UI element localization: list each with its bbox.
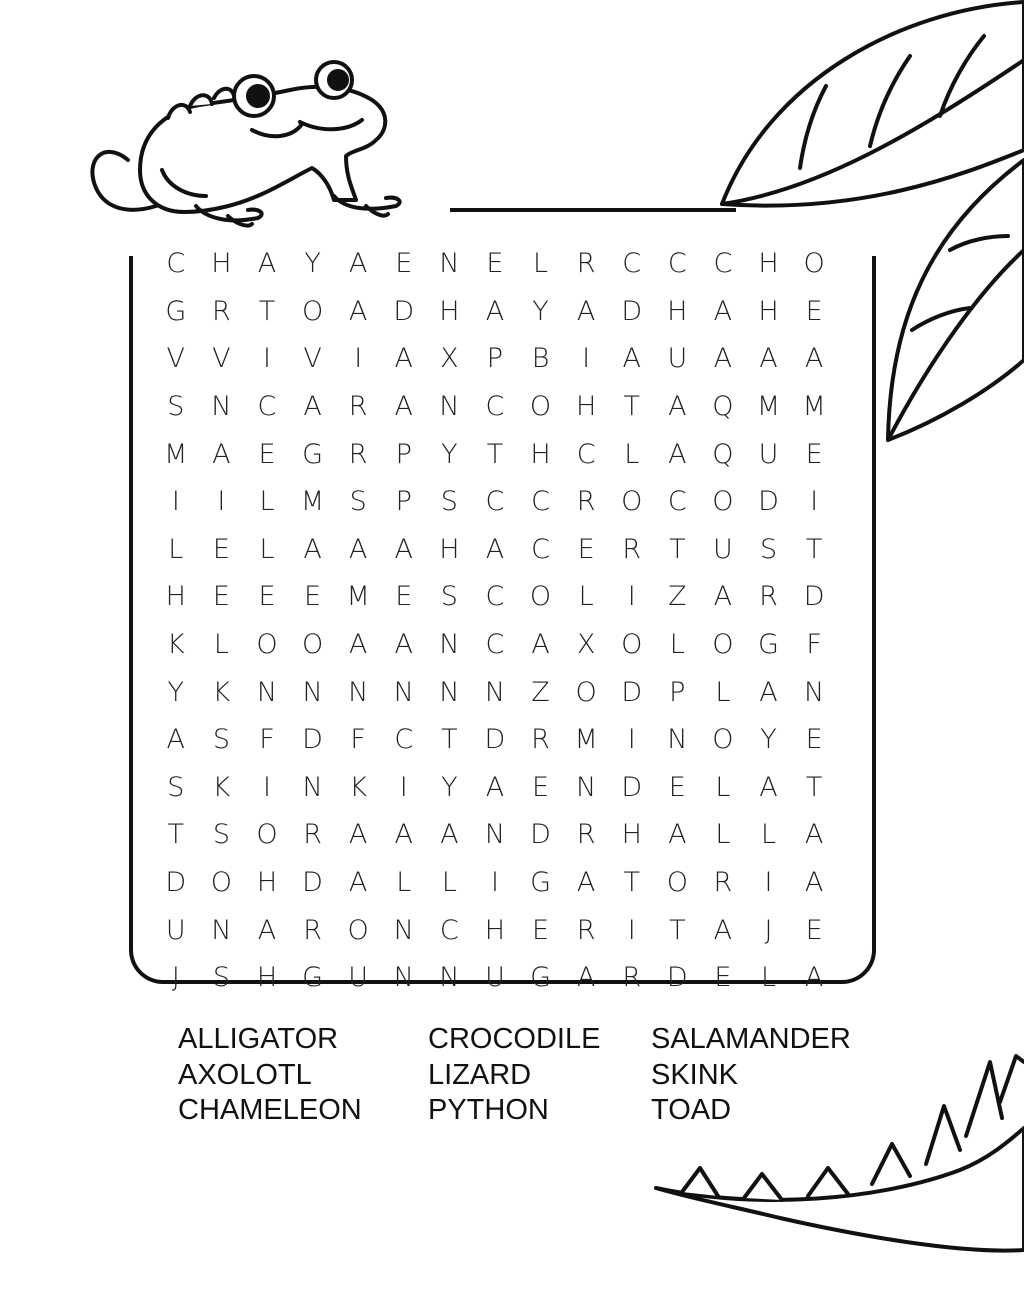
grid-letter: A: [759, 676, 778, 708]
grid-letter: L: [533, 248, 549, 280]
grid-letter: L: [624, 438, 640, 470]
grid-letter: S: [212, 962, 230, 994]
grid-letter: L: [578, 581, 594, 613]
grid-letter: K: [212, 771, 231, 803]
grid-letter: M: [300, 486, 325, 518]
grid-letter: A: [485, 295, 505, 327]
grid-letter: N: [439, 962, 460, 994]
grid-letter: U: [485, 962, 505, 994]
grid-letter: A: [804, 962, 824, 994]
grid-letter: L: [669, 629, 685, 661]
grid-letter: S: [349, 486, 367, 518]
grid-letter: E: [304, 581, 322, 613]
grid-letter: G: [165, 295, 187, 327]
name-blank-line: [450, 208, 736, 212]
grid-letter: N: [484, 819, 506, 851]
grid-letter: I: [263, 343, 271, 375]
grid-letter: O: [712, 629, 734, 661]
word-bank-item: LIZARD: [428, 1058, 532, 1091]
grid-letter: C: [531, 533, 550, 565]
grid-letter: A: [257, 914, 277, 946]
grid-letter: O: [256, 819, 278, 851]
grid-letter: H: [758, 248, 779, 280]
grid-letter: A: [394, 819, 413, 851]
grid-letter: L: [213, 629, 229, 661]
grid-letter: C: [576, 438, 596, 470]
grid-letter: M: [802, 391, 826, 423]
grid-letter: G: [758, 629, 779, 661]
grid-letter: A: [759, 343, 778, 375]
grid-letter: H: [165, 581, 186, 613]
grid-letter: E: [805, 724, 823, 756]
word-bank-item: CHAMELEON: [178, 1094, 362, 1126]
grid-letter: T: [623, 867, 640, 899]
grid-letter: I: [627, 724, 636, 756]
grid-letter: I: [399, 771, 408, 803]
grid-letter: V: [303, 343, 322, 375]
word-bank-item: SALAMANDER: [651, 1023, 851, 1055]
grid-letter: A: [348, 819, 368, 851]
grid-letter: H: [621, 819, 642, 851]
grid-letter: O: [803, 248, 825, 280]
word-bank-item: ALLIGATOR: [178, 1023, 339, 1055]
grid-letter: R: [622, 962, 642, 994]
grid-letter: D: [621, 676, 643, 708]
grid-letter: B: [531, 343, 550, 375]
grid-letter: V: [166, 343, 186, 375]
grid-letter: E: [577, 533, 595, 565]
grid-letter: V: [212, 343, 231, 375]
grid-letter: R: [348, 391, 368, 423]
grid-letter: E: [532, 771, 550, 803]
grid-letter: T: [167, 819, 185, 851]
grid-letter: E: [668, 771, 686, 803]
grid-letter: I: [764, 867, 773, 899]
grid-letter: O: [712, 724, 734, 756]
grid-letter: N: [439, 629, 460, 661]
grid-letter: Q: [712, 391, 734, 423]
grid-letter: C: [667, 486, 687, 518]
grid-letter: E: [805, 914, 823, 946]
grid-letter: T: [258, 295, 276, 327]
grid-letter: I: [490, 867, 499, 899]
grid-letter: K: [212, 676, 231, 708]
grid-letter: E: [486, 248, 504, 280]
grid-letter: N: [393, 914, 414, 946]
grid-letter: R: [531, 724, 550, 756]
grid-letter: O: [621, 629, 643, 661]
grid-letter: C: [485, 581, 505, 613]
grid-letter: E: [258, 581, 276, 613]
grid-letter: R: [622, 533, 642, 565]
grid-letter: A: [257, 248, 277, 280]
grid-letter: M: [574, 724, 598, 756]
grid-letter: N: [211, 914, 232, 946]
grid-letter: H: [484, 914, 506, 946]
grid-letter: N: [302, 676, 323, 708]
grid-letter: I: [810, 486, 819, 518]
grid-letter: R: [713, 867, 733, 899]
grid-letter: A: [303, 533, 322, 565]
grid-letter: N: [393, 676, 414, 708]
grid-letter: D: [621, 771, 643, 803]
word-bank-item: TOAD: [651, 1094, 732, 1126]
grid-letter: C: [667, 248, 687, 280]
grid-letter: I: [627, 581, 636, 613]
grid-letter: O: [529, 391, 552, 423]
grid-letter: D: [165, 867, 187, 899]
grid-letter: A: [348, 629, 368, 661]
grid-letter: M: [346, 581, 370, 613]
grid-letter: G: [530, 962, 552, 994]
grid-letter: N: [348, 676, 369, 708]
grid-letter: A: [394, 533, 413, 565]
grid-letter: H: [758, 295, 779, 327]
grid-letter: A: [303, 391, 322, 423]
grid-letter: A: [348, 248, 368, 280]
grid-letter: I: [354, 343, 363, 375]
grid-letter: A: [576, 867, 596, 899]
grid-letter: O: [347, 914, 369, 946]
grid-letter: F: [259, 724, 275, 756]
grid-letter: H: [530, 438, 551, 470]
grid-letter: S: [212, 724, 230, 756]
grid-letter: D: [393, 295, 415, 327]
grid-letter: E: [805, 438, 823, 470]
grid-letter: N: [484, 676, 506, 708]
grid-letter: G: [302, 962, 324, 994]
grid-letter: X: [440, 343, 459, 375]
grid-letter: Y: [304, 248, 321, 280]
grid-letter: S: [440, 581, 458, 613]
grid-letter: C: [485, 486, 505, 518]
grid-letter: I: [217, 486, 226, 518]
grid-letter: Z: [668, 581, 687, 613]
grid-letter: R: [759, 581, 778, 613]
grid-letter: U: [667, 343, 688, 375]
grid-letter: A: [576, 962, 596, 994]
grid-letter: U: [713, 533, 733, 565]
grid-letter: E: [258, 438, 276, 470]
grid-letter: A: [622, 343, 641, 375]
grid-letter: C: [485, 391, 505, 423]
grid-letter: A: [713, 914, 733, 946]
grid-letter: A: [440, 819, 459, 851]
grid-letter: E: [714, 962, 732, 994]
grid-letter: O: [712, 486, 734, 518]
grid-letter: E: [395, 248, 413, 280]
grid-letter: F: [350, 724, 366, 756]
grid-letter: H: [256, 867, 278, 899]
grid-letter: H: [667, 295, 688, 327]
grid-letter: K: [349, 771, 368, 803]
grid-letter: N: [211, 391, 232, 423]
grid-letter: A: [713, 581, 733, 613]
grid-letter: O: [210, 867, 233, 899]
grid-letter: S: [759, 533, 778, 565]
word-bank-item: AXOLOTL: [178, 1058, 312, 1091]
grid-letter: T: [805, 533, 823, 565]
grid-letter: K: [166, 629, 185, 661]
grid-letter: O: [256, 629, 278, 661]
grid-letter: A: [348, 867, 368, 899]
grid-letter: N: [439, 248, 460, 280]
grid-letter: M: [164, 438, 188, 470]
grid-letter: A: [531, 629, 550, 661]
grid-letter: M: [756, 391, 781, 423]
grid-letter: N: [302, 771, 323, 803]
grid-letter: A: [668, 819, 687, 851]
grid-letter: N: [256, 676, 278, 708]
grid-letter: Z: [531, 676, 550, 708]
grid-letter: R: [212, 295, 231, 327]
grid-letter: L: [396, 867, 412, 899]
grid-letter: L: [715, 771, 731, 803]
grid-letter: P: [395, 486, 412, 518]
grid-letter: L: [715, 676, 731, 708]
grid-letter: P: [486, 343, 504, 375]
grid-letter: A: [394, 629, 413, 661]
grid-letter: Y: [532, 295, 549, 327]
grid-letter: L: [760, 962, 777, 994]
grid-letter: A: [668, 438, 687, 470]
grid-letter: A: [804, 867, 824, 899]
grid-letter: R: [303, 914, 322, 946]
grid-letter: O: [529, 581, 552, 613]
grid-letter: A: [713, 343, 733, 375]
grid-letter: F: [806, 629, 822, 661]
grid-letter: E: [212, 533, 230, 565]
grid-letter: O: [621, 486, 643, 518]
grid-letter: A: [668, 391, 687, 423]
grid-letter: T: [669, 533, 686, 565]
grid-letter: C: [394, 724, 414, 756]
grid-letter: A: [804, 343, 824, 375]
grid-letter: T: [486, 438, 504, 470]
grid-letter: A: [348, 533, 368, 565]
grid-letter: H: [575, 391, 597, 423]
grid-letter: I: [171, 486, 180, 518]
grid-letter: A: [576, 295, 596, 327]
grid-letter: S: [212, 819, 230, 851]
grid-letter: C: [439, 914, 459, 946]
grid-letter: Y: [441, 771, 458, 803]
grid-letter: U: [758, 438, 779, 470]
grid-letter: N: [576, 771, 597, 803]
grid-letter: D: [302, 867, 323, 899]
grid-letter: D: [666, 962, 688, 994]
grid-letter: A: [348, 295, 368, 327]
word-bank-column-2: [428, 1022, 600, 1129]
grid-letter: H: [256, 962, 278, 994]
grid-letter: Y: [167, 676, 185, 708]
frog-illustration: [92, 62, 399, 226]
grid-letter: E: [532, 914, 550, 946]
grid-letter: P: [395, 438, 412, 470]
grid-letter: O: [666, 867, 688, 899]
grid-letter: R: [576, 486, 596, 518]
grid-letter: D: [302, 724, 323, 756]
grid-letter: L: [168, 533, 184, 565]
grid-letter: C: [531, 486, 550, 518]
grid-letter: I: [582, 343, 591, 375]
grid-letter: O: [575, 676, 597, 708]
grid-letter: J: [171, 962, 180, 994]
grid-letter: L: [441, 867, 457, 899]
word-bank-column-1: [178, 1022, 362, 1129]
grid-letter: A: [804, 819, 824, 851]
grid-letter: C: [485, 629, 505, 661]
grid-letter: T: [805, 771, 823, 803]
grid-letter: U: [165, 914, 186, 946]
grid-letter: A: [394, 343, 413, 375]
grid-letter: A: [485, 771, 505, 803]
grid-letter: D: [530, 819, 551, 851]
grid-letter: T: [441, 724, 458, 756]
grid-letter: G: [530, 867, 552, 899]
grid-letter: R: [576, 819, 596, 851]
word-bank-item: PYTHON: [428, 1094, 549, 1126]
grid-letter: R: [348, 438, 368, 470]
grid-letter: H: [439, 533, 460, 565]
grid-letter: L: [760, 819, 777, 851]
grid-letter: A: [485, 533, 505, 565]
grid-letter: A: [166, 724, 186, 756]
grid-letter: C: [713, 248, 733, 280]
grid-letter: H: [211, 248, 232, 280]
grid-letter: N: [439, 676, 460, 708]
grid-letter: J: [764, 914, 773, 946]
word-bank-item: CROCODILE: [428, 1023, 601, 1055]
grid-letter: N: [804, 676, 825, 708]
grid-letter: N: [667, 724, 688, 756]
word-bank-item: SKINK: [651, 1058, 739, 1091]
grid-letter: D: [484, 724, 506, 756]
grid-letter: C: [622, 248, 642, 280]
grid-letter: A: [713, 295, 733, 327]
grid-letter: Q: [712, 438, 734, 470]
grid-letter: C: [257, 391, 277, 423]
grid-letter: L: [715, 819, 731, 851]
grid-letter: T: [669, 914, 686, 946]
grid-letter: R: [303, 819, 322, 851]
grid-letter: E: [805, 295, 823, 327]
grid-letter: D: [758, 486, 779, 518]
grid-letter: U: [348, 962, 369, 994]
grid-letter: R: [576, 914, 596, 946]
grid-letter: A: [759, 771, 778, 803]
grid-letter: D: [621, 295, 643, 327]
grid-letter: O: [301, 295, 324, 327]
grid-letter: N: [393, 962, 414, 994]
grid-letter: A: [394, 391, 413, 423]
grid-letter: Y: [760, 724, 777, 756]
grid-letter: I: [263, 771, 271, 803]
grid-letter: R: [576, 248, 596, 280]
grid-letter: S: [167, 391, 185, 423]
grid-letter: E: [212, 581, 230, 613]
word-search-grid: [153, 240, 866, 1002]
grid-letter: T: [623, 391, 640, 423]
grid-letter: H: [439, 295, 460, 327]
grid-letter: P: [669, 676, 686, 708]
grid-letter: E: [395, 581, 413, 613]
grid-letter: S: [167, 771, 185, 803]
grid-letter: S: [440, 486, 458, 518]
grid-letter: L: [259, 486, 275, 518]
grid-letter: N: [439, 391, 460, 423]
grid-letter: Y: [441, 438, 458, 470]
word-bank-column-3: [651, 1022, 851, 1129]
grid-letter: G: [302, 438, 324, 470]
grid-letter: A: [212, 438, 231, 470]
grid-letter: L: [259, 533, 275, 565]
grid-letter: X: [576, 629, 596, 661]
grid-letter: O: [301, 629, 324, 661]
grid-letter: D: [803, 581, 825, 613]
grid-letter: I: [627, 914, 636, 946]
grid-letter: C: [166, 248, 186, 280]
